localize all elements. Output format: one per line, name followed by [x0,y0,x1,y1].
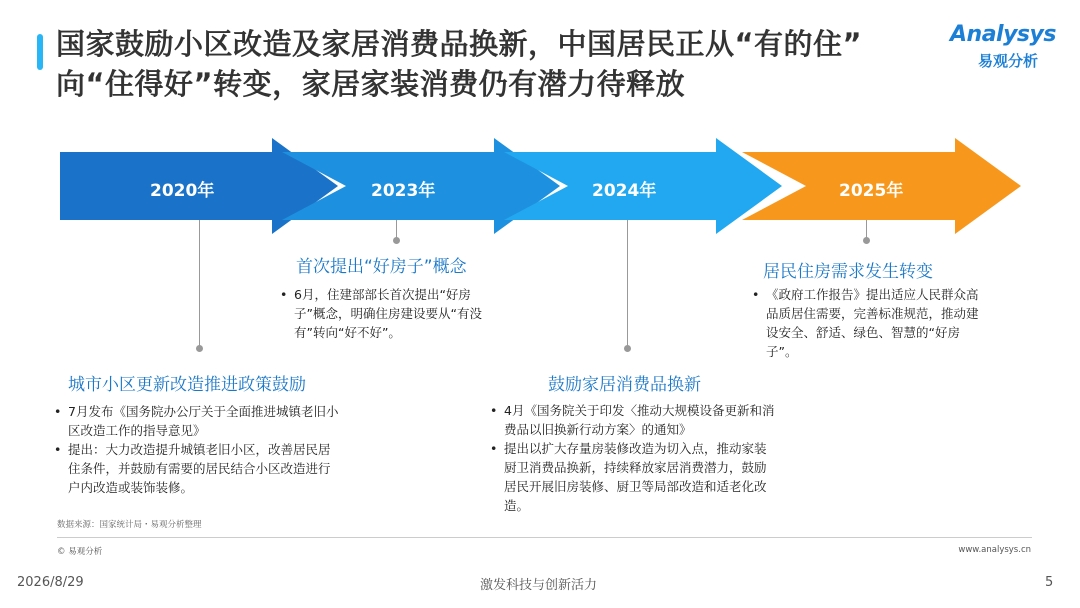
data-source-note: 数据来源：国家统计局・易观分析整理 [57,520,202,530]
event-bullet-2023-1: • 6月，住建部部长首次提出“好房子”概念，明确住房建设要从“有没有”转向“好不好”。 [280,285,495,342]
year-label-2020: 2020年 [150,181,215,201]
year-label-2023: 2023年 [371,181,436,201]
logo-text-en: Analysys [950,22,1056,47]
event-bullets-2023 [280,285,495,342]
page-number: 5 [1045,575,1054,590]
page-date: 2026/8/29 [17,575,84,590]
connector-dot-2024 [624,345,631,352]
event-bullet-2020-1: • 7月发布《国务院办公厅关于全面推进城镇老旧小区改造工作的指导意见》 [54,402,339,440]
event-bullets-2024 [490,401,775,515]
copyright-text: © 易观分析 [57,547,103,557]
footer-divider [57,537,1032,538]
year-label-2024: 2024年 [592,181,657,201]
event-bullets-2020 [54,402,339,497]
connector-2024 [627,220,628,348]
page-tagline: 激发科技与创新活力 [480,578,598,593]
timeline-arrows [0,0,1080,260]
event-bullets-2025 [752,285,982,361]
year-label-2025: 2025年 [839,181,904,201]
event-heading-2023: 首次提出“好房子”概念 [296,257,467,277]
event-bullet-2020-2: • 提出：大力改造提升城镇老旧小区，改善居民居住条件，并鼓励有需要的居民结合小区改造进行户内改造或装饰装修。 [54,440,339,497]
event-bullet-2025-1: • 《政府工作报告》提出适应人民群众高品质居住需要，完善标准规范，推动建设安全、舒适、绿色、智慧的“好房子”。 [752,285,982,361]
logo-text-cn: 易观分析 [978,52,1039,70]
title-line-1: 国家鼓励小区改造及家居消费品换新，中国居民正从“有的住” [56,27,863,61]
title-line-2: 向“住得好”转变，家居家装消费仍有潜力待释放 [56,67,686,101]
connector-2020 [199,220,200,348]
website-url: www.analysys.cn [958,545,1031,555]
event-heading-2020: 城市小区更新改造推进政策鼓励 [68,375,306,395]
connector-dot-2023 [393,237,400,244]
event-heading-2024: 鼓励家居消费品换新 [548,375,701,395]
connector-dot-2020 [196,345,203,352]
event-heading-2025: 居民住房需求发生转变 [763,262,933,282]
event-bullet-2024-1: • 4月《国务院关于印发〈推动大规模设备更新和消费品以旧换新行动方案〉的通知》 [490,401,775,439]
event-bullet-2024-2: • 提出以扩大存量房装修改造为切入点，推动家装厨卫消费品换新，持续释放家居消费潜力，鼓励居民开展旧房装修、厨卫等局部改造和适老化改造。 [490,439,775,515]
connector-dot-2025 [863,237,870,244]
